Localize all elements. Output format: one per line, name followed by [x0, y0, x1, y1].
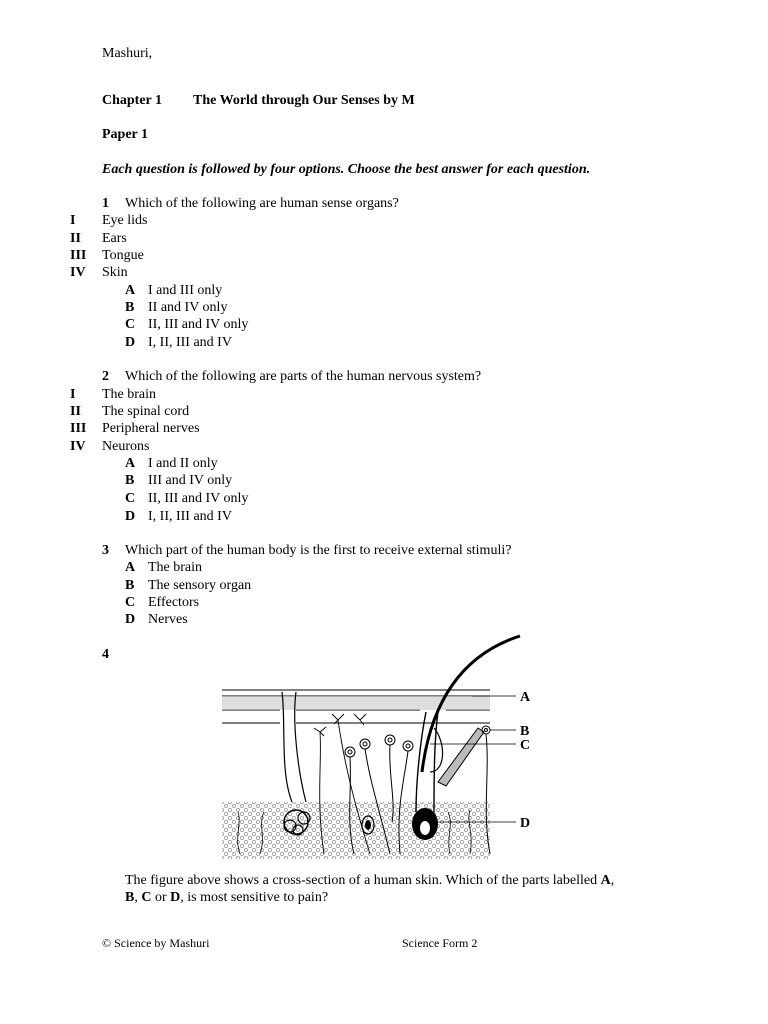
author-name: Mashuri,: [102, 46, 153, 61]
option-letter: C: [125, 491, 136, 506]
question-number: 4: [102, 647, 109, 662]
figure-label-b: B: [520, 724, 530, 739]
epidermis-layer: [222, 696, 490, 710]
option-text: The brain: [148, 560, 203, 575]
question-number: 3: [102, 543, 109, 558]
question-text-line2: [125, 889, 328, 906]
label-ref-d: D: [170, 890, 181, 905]
question-text-tail: , is most sensitive to pain?: [180, 890, 329, 905]
item-numeral: I: [70, 213, 76, 228]
item-text: Tongue: [102, 248, 144, 263]
option-text: I, II, III and IV: [148, 335, 232, 350]
option-letter: C: [125, 595, 136, 610]
option-text: The sensory organ: [148, 578, 252, 593]
option-letter: A: [125, 283, 136, 298]
item-text: Eye lids: [102, 213, 148, 228]
punctuation: ,: [134, 890, 138, 905]
item-numeral: IV: [70, 265, 86, 280]
item-text: The brain: [102, 387, 157, 402]
item-text: Skin: [102, 265, 128, 280]
option-text: Effectors: [148, 595, 200, 610]
chapter-label: Chapter 1: [102, 93, 163, 108]
arrector-pili-muscle: [438, 728, 484, 786]
skin-cross-section-diagram: [220, 632, 540, 864]
footer-copyright: © Science by Mashuri: [102, 936, 210, 950]
item-text: The spinal cord: [102, 404, 190, 419]
option-letter: A: [125, 456, 136, 471]
option-text: II and IV only: [148, 300, 228, 315]
option-text: Nerves: [148, 612, 188, 627]
label-ref-c: C: [141, 890, 152, 905]
item-numeral: III: [70, 248, 87, 263]
figure-label-d: D: [520, 816, 531, 831]
instructions: Each question is followed by four options. Choose the best answer for each question.: [102, 162, 591, 177]
item-numeral: II: [70, 404, 81, 419]
item-text: Neurons: [102, 439, 150, 454]
footer-course: Science Form 2: [402, 936, 478, 950]
conjunction: or: [154, 890, 167, 905]
question-text-line1: [125, 872, 614, 889]
option-letter: B: [125, 578, 135, 593]
option-letter: D: [125, 509, 136, 524]
option-text: I, II, III and IV: [148, 509, 232, 524]
chapter-title: The World through Our Senses by M: [193, 93, 415, 108]
item-numeral: I: [70, 387, 76, 402]
question-text: Which of the following are parts of the human nervous system?: [125, 369, 482, 384]
option-text: III and IV only: [148, 473, 233, 488]
option-letter: B: [125, 473, 135, 488]
item-numeral: II: [70, 231, 81, 246]
option-text: II, III and IV only: [148, 491, 249, 506]
figure-label-a: A: [520, 690, 531, 705]
option-letter: D: [125, 612, 136, 627]
option-text: I and II only: [148, 456, 218, 471]
question-text: Which of the following are human sense organs?: [125, 196, 399, 211]
option-letter: A: [125, 560, 136, 575]
option-text: I and III only: [148, 283, 223, 298]
option-text: II, III and IV only: [148, 317, 249, 332]
question-number: 1: [102, 196, 109, 211]
item-text: Peripheral nerves: [102, 421, 200, 436]
question-text: The figure above shows a cross-section of a human skin. Which of the parts labelled: [125, 873, 598, 888]
paper-title: Paper 1: [102, 127, 149, 142]
punctuation: ,: [610, 873, 615, 888]
question-text: Which part of the human body is the first to receive external stimuli?: [125, 543, 512, 558]
label-ref-a: A: [600, 873, 611, 888]
option-letter: C: [125, 317, 136, 332]
item-numeral: III: [70, 421, 87, 436]
option-letter: B: [125, 300, 135, 315]
figure-label-c: C: [520, 738, 531, 753]
question-number: 2: [102, 369, 109, 384]
item-numeral: IV: [70, 439, 86, 454]
label-ref-b: B: [125, 890, 135, 905]
option-letter: D: [125, 335, 136, 350]
item-text: Ears: [102, 231, 127, 246]
